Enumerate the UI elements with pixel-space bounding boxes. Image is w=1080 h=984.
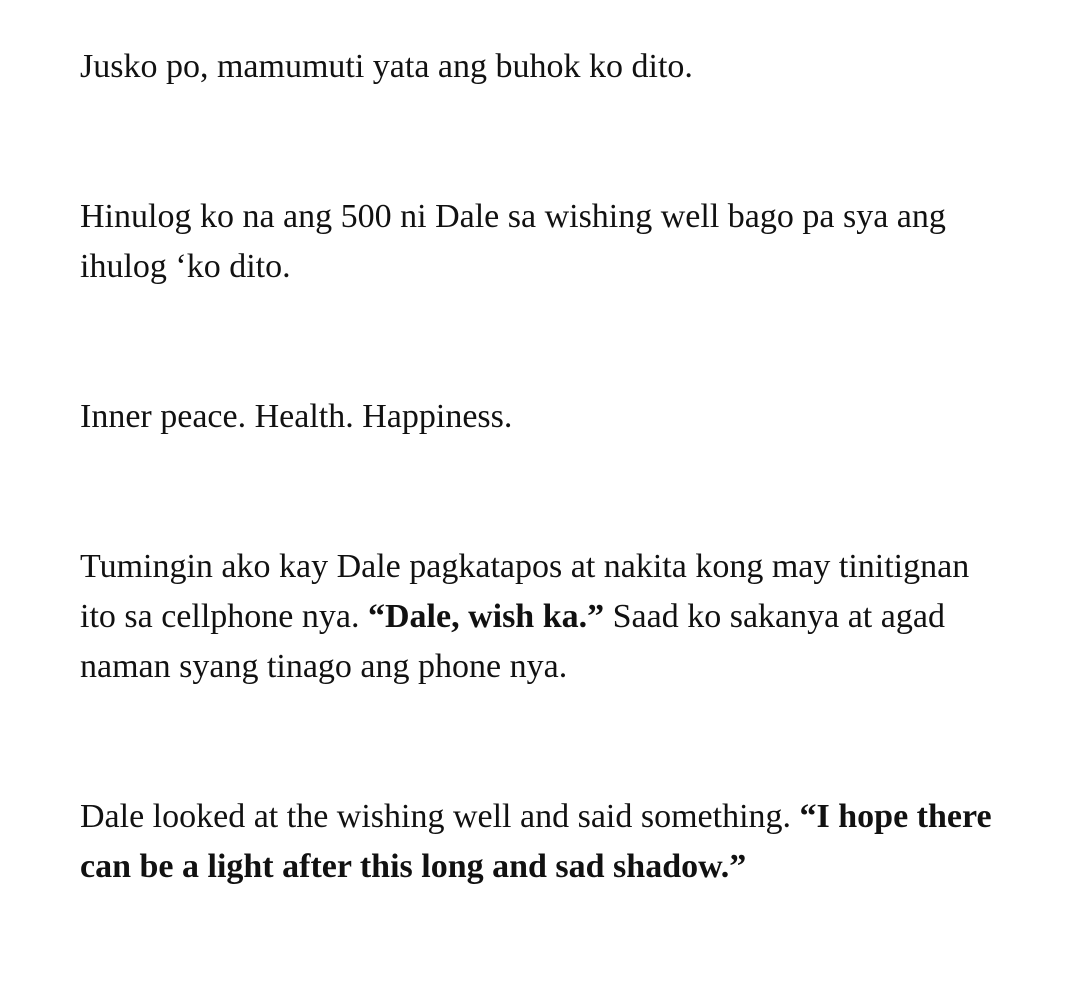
paragraph-4-dialogue: “Dale, wish ka.” (367, 598, 605, 635)
story-text (80, 42, 1000, 892)
paragraph-4-narration-after: Saad ko sakanya at agad naman syang tinago ang phone nya. (80, 598, 945, 685)
paragraph-3: Inner peace. Health. Happiness. (80, 398, 513, 435)
paragraph-4-narration-before: Tumingin ako kay Dale pagkatapos at nakita kong may tinitignan ito sa cellphone nya. (80, 548, 970, 635)
paragraph-5-dialogue: “I hope there can be a light after this long and sad shadow.” (80, 798, 992, 885)
paragraph-2: Hinulog ko na ang 500 ni Dale sa wishing well bago pa sya ang ihulog ‘ko dito. (80, 198, 946, 285)
paragraph-5-narration: Dale looked at the wishing well and said something. (80, 798, 800, 835)
paragraph-1: Jusko po, mamumuti yata ang buhok ko dito. (80, 48, 693, 85)
paragraph-5 (80, 792, 1000, 892)
paragraph-4 (80, 542, 1000, 692)
